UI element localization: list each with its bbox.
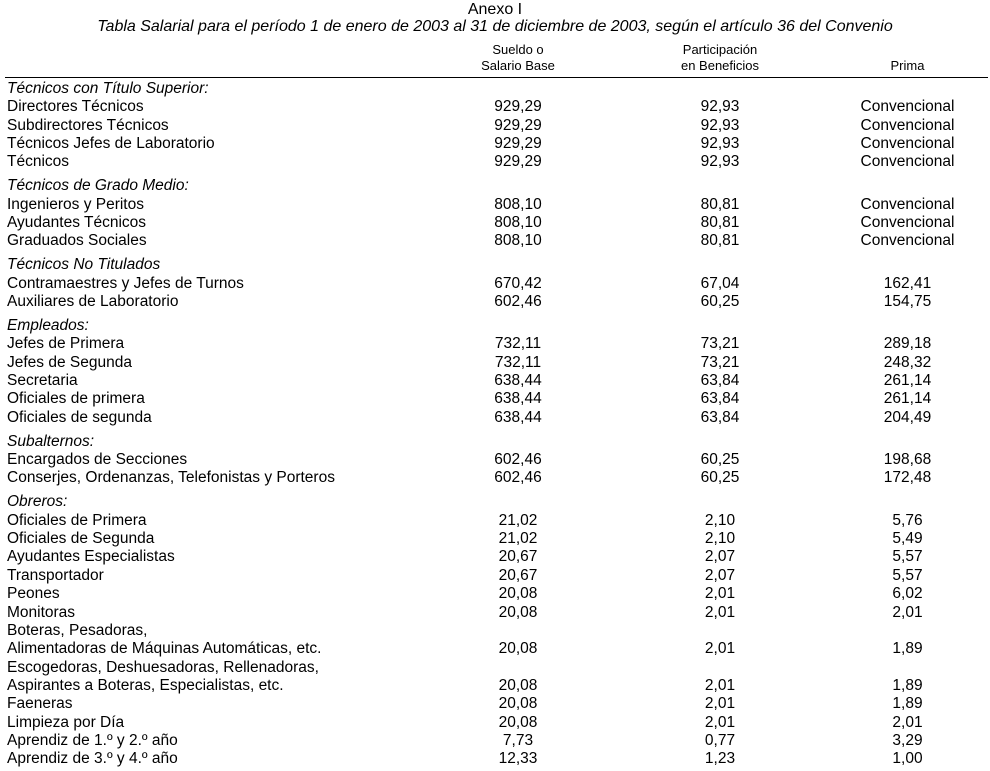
- row-label: Contramaestres y Jefes de Turnos: [7, 274, 244, 292]
- salario-base-cell: 808,10: [494, 232, 542, 250]
- row-label: Peones: [7, 585, 60, 603]
- column-header-salario-base-text: Sueldo o Salario Base: [481, 42, 555, 73]
- table-row: [0, 214, 990, 232]
- row-label: Secretaria: [7, 372, 78, 390]
- row-label: Oficiales de segunda: [7, 408, 152, 426]
- salario-base-cell: 638,44: [494, 408, 542, 426]
- column-header-salario-base: [418, 42, 618, 74]
- participacion-cell: 92,93: [700, 98, 740, 116]
- section-label: Subalternos:: [7, 432, 95, 450]
- column-header-prima: [820, 58, 990, 74]
- section-heading: [0, 317, 990, 335]
- salario-base-cell: 808,10: [494, 214, 542, 231]
- participacion-cell: 0,77: [704, 731, 736, 749]
- row-label: Técnicos Jefes de Laboratorio: [7, 135, 215, 152]
- row-label: Aprendiz de 1.º y 2.º año: [7, 731, 178, 749]
- participacion-cell: 2,07: [704, 566, 736, 584]
- participacion-cell: 80,81: [700, 232, 740, 250]
- section-heading: [0, 493, 990, 511]
- table-row: [0, 640, 990, 658]
- prima-cell: 6,02: [892, 585, 923, 603]
- prima-cell: Convencional: [860, 214, 955, 231]
- row-label: Limpieza por Día: [7, 713, 125, 731]
- table-row: [0, 98, 990, 116]
- table-row: [0, 548, 990, 566]
- table-row: [0, 750, 990, 768]
- prima-cell: 204,49: [883, 408, 932, 426]
- participacion-cell: 2,10: [704, 511, 736, 529]
- table-row: [0, 196, 990, 214]
- row-label: Auxiliares de Laboratorio: [7, 293, 179, 311]
- prima-cell: 198,68: [883, 451, 932, 469]
- prima-cell: 261,14: [883, 390, 932, 408]
- table-row: [0, 622, 990, 640]
- prima-cell: 2,01: [892, 603, 923, 621]
- table-row: [0, 530, 990, 548]
- row-label: Aprendiz de 3.º y 4.º año: [7, 750, 178, 768]
- salario-base-cell: 12,33: [498, 750, 538, 768]
- document-subtitle: Tabla Salarial para el período 1 de enero de 2003 al 31 de diciembre de 2003, según el artículo 36 del Convenio: [97, 18, 893, 35]
- salario-base-cell: 20,67: [498, 566, 538, 584]
- table-row: [0, 275, 990, 293]
- participacion-cell: 60,25: [700, 451, 740, 469]
- salario-base-cell: 808,10: [494, 195, 542, 213]
- prima-cell: Convencional: [860, 232, 955, 250]
- row-label: Monitoras: [7, 603, 76, 621]
- row-label: Jefes de Segunda: [7, 353, 132, 371]
- prima-cell: 1,89: [892, 640, 923, 658]
- prima-cell: Convencional: [860, 153, 955, 171]
- section-heading: [0, 256, 990, 274]
- participacion-cell: 2,01: [704, 603, 736, 621]
- participacion-cell: 2,01: [704, 713, 736, 731]
- prima-cell: 5,49: [892, 530, 923, 548]
- row-label: Transportador: [7, 566, 104, 584]
- section-label: Obreros:: [7, 493, 68, 511]
- participacion-cell: 2,01: [704, 676, 736, 694]
- salario-base-cell: 732,11: [494, 353, 542, 371]
- salario-base-cell: 20,08: [498, 640, 538, 658]
- table-row: [0, 732, 990, 750]
- salario-base-cell: 20,67: [498, 548, 538, 566]
- table-row: [0, 232, 990, 250]
- participacion-cell: 60,25: [700, 469, 740, 487]
- participacion-cell: 2,01: [704, 640, 736, 658]
- row-label: Subdirectores Técnicos: [7, 116, 169, 134]
- row-label: Conserjes, Ordenanzas, Telefonistas y Porteros: [7, 469, 335, 487]
- prima-cell: 162,41: [883, 274, 932, 292]
- salario-base-cell: 20,08: [498, 713, 538, 731]
- salario-base-cell: 21,02: [498, 530, 538, 548]
- participacion-cell: 73,21: [700, 353, 740, 371]
- salario-base-cell: 929,29: [494, 153, 542, 171]
- prima-cell: 289,18: [883, 335, 932, 353]
- row-label: Oficiales de Segunda: [7, 530, 155, 548]
- prima-cell: 172,48: [883, 469, 932, 487]
- row-label: Escogedoras, Deshuesadoras, Rellenadoras,: [7, 658, 319, 676]
- prima-cell: Convencional: [860, 195, 955, 213]
- prima-cell: 5,57: [892, 566, 923, 584]
- participacion-cell: 67,04: [700, 274, 740, 292]
- table-row: [0, 335, 990, 353]
- salario-base-cell: 929,29: [494, 116, 542, 134]
- column-header-participacion: [620, 42, 820, 74]
- prima-cell: 5,57: [892, 548, 923, 566]
- participacion-cell: 63,84: [700, 372, 740, 390]
- participacion-cell: 92,93: [700, 116, 740, 134]
- table-row: [0, 695, 990, 713]
- table-row: [0, 567, 990, 585]
- participacion-cell: 63,84: [700, 408, 740, 426]
- table-row: [0, 135, 990, 153]
- table-row: [0, 604, 990, 622]
- section-heading: [0, 80, 990, 98]
- column-header-prima-text: Prima: [890, 58, 925, 73]
- row-label: Boteras, Pesadoras,: [7, 621, 148, 639]
- row-label: Oficiales de Primera: [7, 511, 147, 529]
- row-label: Graduados Sociales: [7, 232, 147, 250]
- prima-cell: 2,01: [892, 713, 923, 731]
- salario-base-cell: 7,73: [502, 731, 534, 749]
- participacion-cell: 2,01: [704, 585, 736, 603]
- table-row: [0, 354, 990, 372]
- participacion-cell: 2,01: [704, 695, 736, 713]
- section-label: Técnicos con Título Superior:: [7, 80, 209, 97]
- participacion-cell: 73,21: [700, 335, 740, 353]
- table-row: [0, 659, 990, 677]
- salario-base-cell: 929,29: [494, 135, 542, 152]
- table-row: [0, 714, 990, 732]
- participacion-cell: 80,81: [700, 195, 740, 213]
- participacion-cell: 1,23: [704, 750, 736, 768]
- salario-base-cell: 20,08: [498, 603, 538, 621]
- prima-cell: 261,14: [883, 372, 932, 390]
- prima-cell: Convencional: [860, 116, 955, 134]
- row-label: Ingenieros y Peritos: [7, 195, 144, 213]
- prima-cell: 248,32: [883, 353, 932, 371]
- prima-cell: 3,29: [892, 731, 923, 749]
- salario-base-cell: 638,44: [494, 390, 542, 408]
- row-label: Técnicos: [7, 153, 70, 171]
- row-label: Oficiales de primera: [7, 390, 145, 408]
- row-label: Jefes de Primera: [7, 335, 125, 353]
- table-row: [0, 409, 990, 427]
- header-divider: [5, 77, 988, 78]
- document-title: Anexo I: [467, 1, 523, 18]
- section-label: Técnicos de Grado Medio:: [7, 177, 189, 195]
- participacion-cell: 2,10: [704, 530, 736, 548]
- prima-cell: Convencional: [860, 135, 955, 152]
- prima-cell: Convencional: [860, 98, 955, 116]
- salario-base-cell: 602,46: [494, 293, 542, 311]
- salario-base-cell: 602,46: [494, 469, 542, 487]
- row-label: Encargados de Secciones: [7, 451, 188, 469]
- table-row: [0, 293, 990, 311]
- row-label: Ayudantes Especialistas: [7, 548, 175, 566]
- column-header-participacion-text: Participación en Beneficios: [680, 42, 760, 73]
- section-heading: [0, 433, 990, 451]
- salario-base-cell: 602,46: [494, 451, 542, 469]
- salario-base-cell: 20,08: [498, 695, 538, 713]
- section-heading: [0, 177, 990, 195]
- row-label: Aspirantes a Boteras, Especialistas, etc.: [7, 676, 284, 694]
- prima-cell: 1,89: [892, 695, 923, 713]
- prima-cell: 1,00: [892, 750, 923, 768]
- table-row: [0, 512, 990, 530]
- participacion-cell: 2,07: [704, 548, 736, 566]
- participacion-cell: 92,93: [700, 153, 740, 171]
- participacion-cell: 80,81: [700, 214, 740, 231]
- salario-base-cell: 21,02: [498, 511, 538, 529]
- participacion-cell: 92,93: [700, 135, 740, 152]
- table-row: [0, 117, 990, 135]
- salario-base-cell: 20,08: [498, 676, 538, 694]
- participacion-cell: 60,25: [700, 293, 740, 311]
- table-row: [0, 585, 990, 603]
- section-label: Técnicos No Titulados: [7, 256, 161, 274]
- salario-base-cell: 929,29: [494, 98, 542, 116]
- row-label: Alimentadoras de Máquinas Automáticas, etc.: [7, 640, 322, 658]
- section-label: Empleados:: [7, 317, 89, 334]
- table-row: [0, 469, 990, 487]
- prima-cell: 154,75: [883, 293, 932, 311]
- salario-base-cell: 638,44: [494, 372, 542, 390]
- table-row: [0, 451, 990, 469]
- salario-base-cell: 732,11: [494, 335, 542, 353]
- row-label: Ayudantes Técnicos: [7, 214, 147, 231]
- table-row: [0, 677, 990, 695]
- row-label: Directores Técnicos: [7, 98, 144, 116]
- table-row: [0, 390, 990, 408]
- salario-base-cell: 670,42: [494, 274, 542, 292]
- prima-cell: 5,76: [892, 511, 923, 529]
- participacion-cell: 63,84: [700, 390, 740, 408]
- row-label: Faeneras: [7, 695, 73, 713]
- prima-cell: 1,89: [892, 676, 923, 694]
- table-row: [0, 372, 990, 390]
- salario-base-cell: 20,08: [498, 585, 538, 603]
- table-row: [0, 153, 990, 171]
